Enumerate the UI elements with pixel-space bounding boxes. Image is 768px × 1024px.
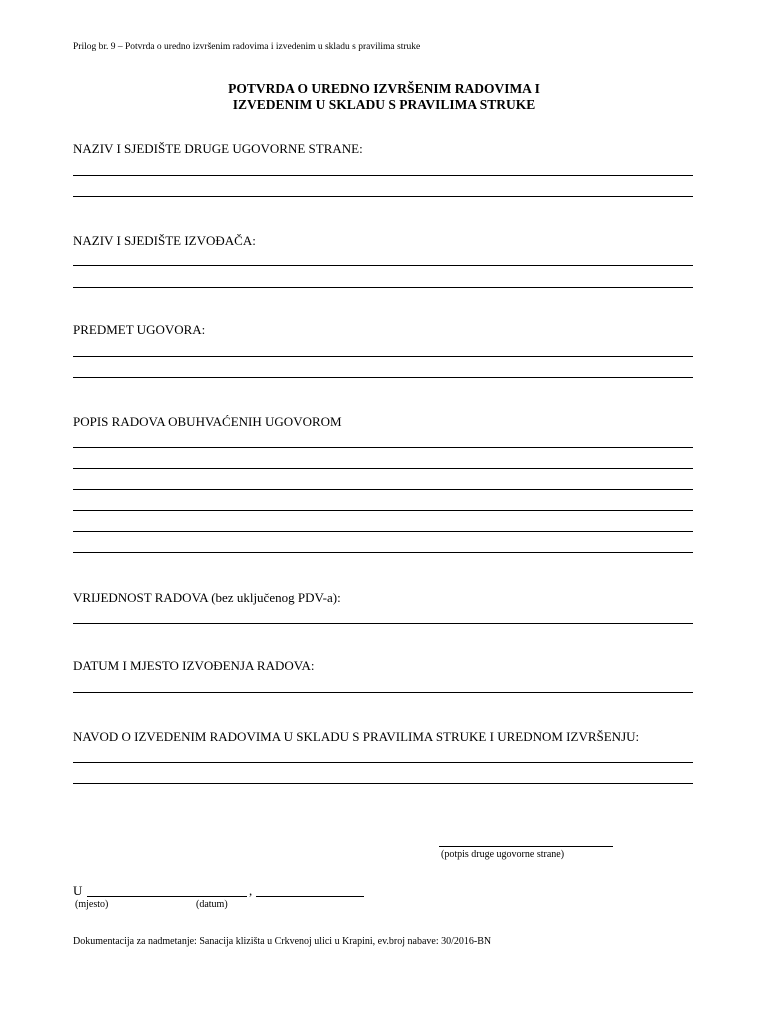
fill-line[interactable] (73, 447, 693, 448)
fill-line[interactable] (73, 468, 693, 469)
page-footer: Dokumentacija za nadmetanje: Sanacija klizišta u Crkvenoj ulici u Krapini, ev.broj nabave: 30/2016-BN (73, 936, 492, 947)
page-header: Prilog br. 9 – Potvrda o uredno izvršenim radovima i izvedenim u skladu s pravilima struke (73, 42, 421, 52)
signature-caption: (potpis druge ugovorne strane) (441, 849, 565, 860)
fill-line[interactable] (73, 623, 693, 624)
fill-line[interactable] (73, 175, 693, 176)
section-label-works-list: POPIS RADOVA OBUHVAĆENIH UGOVOROM (73, 414, 342, 429)
place-caption: (mjesto) (75, 899, 109, 910)
fill-line[interactable] (73, 489, 693, 490)
fill-line[interactable] (73, 783, 693, 784)
date-line[interactable] (256, 896, 364, 897)
fill-line[interactable] (73, 552, 693, 553)
fill-line[interactable] (73, 356, 693, 357)
fill-line[interactable] (73, 287, 693, 288)
document-title-line-2: IZVEDENIM U SKLADU S PRAVILIMA STRUKE (232, 97, 536, 112)
section-label-contractor: NAZIV I SJEDIŠTE IZVOĐAČA: (73, 233, 256, 248)
comma-separator: , (249, 883, 253, 898)
fill-line[interactable] (73, 510, 693, 511)
fill-line[interactable] (73, 196, 693, 197)
fill-line[interactable] (73, 265, 693, 266)
section-label-contract-subject: PREDMET UGOVORA: (73, 322, 206, 337)
fill-line[interactable] (73, 692, 693, 693)
place-prefix: U (73, 883, 83, 898)
fill-line[interactable] (73, 377, 693, 378)
date-caption: (datum) (196, 899, 228, 910)
document-title-line-1: POTVRDA O UREDNO IZVRŠENIM RADOVIMA I (228, 81, 540, 96)
section-label-statement: NAVOD O IZVEDENIM RADOVIMA U SKLADU S PRAVILIMA STRUKE I UREDNOM IZVRŠENJU: (73, 729, 640, 744)
section-label-date-place: DATUM I MJESTO IZVOĐENJA RADOVA: (73, 658, 315, 673)
signature-line[interactable] (439, 846, 613, 847)
section-label-contracting-party: NAZIV I SJEDIŠTE DRUGE UGOVORNE STRANE: (73, 141, 363, 156)
section-label-works-value: VRIJEDNOST RADOVA (bez uključenog PDV-a): (73, 590, 341, 605)
fill-line[interactable] (73, 762, 693, 763)
fill-line[interactable] (73, 531, 693, 532)
place-line[interactable] (87, 896, 247, 897)
